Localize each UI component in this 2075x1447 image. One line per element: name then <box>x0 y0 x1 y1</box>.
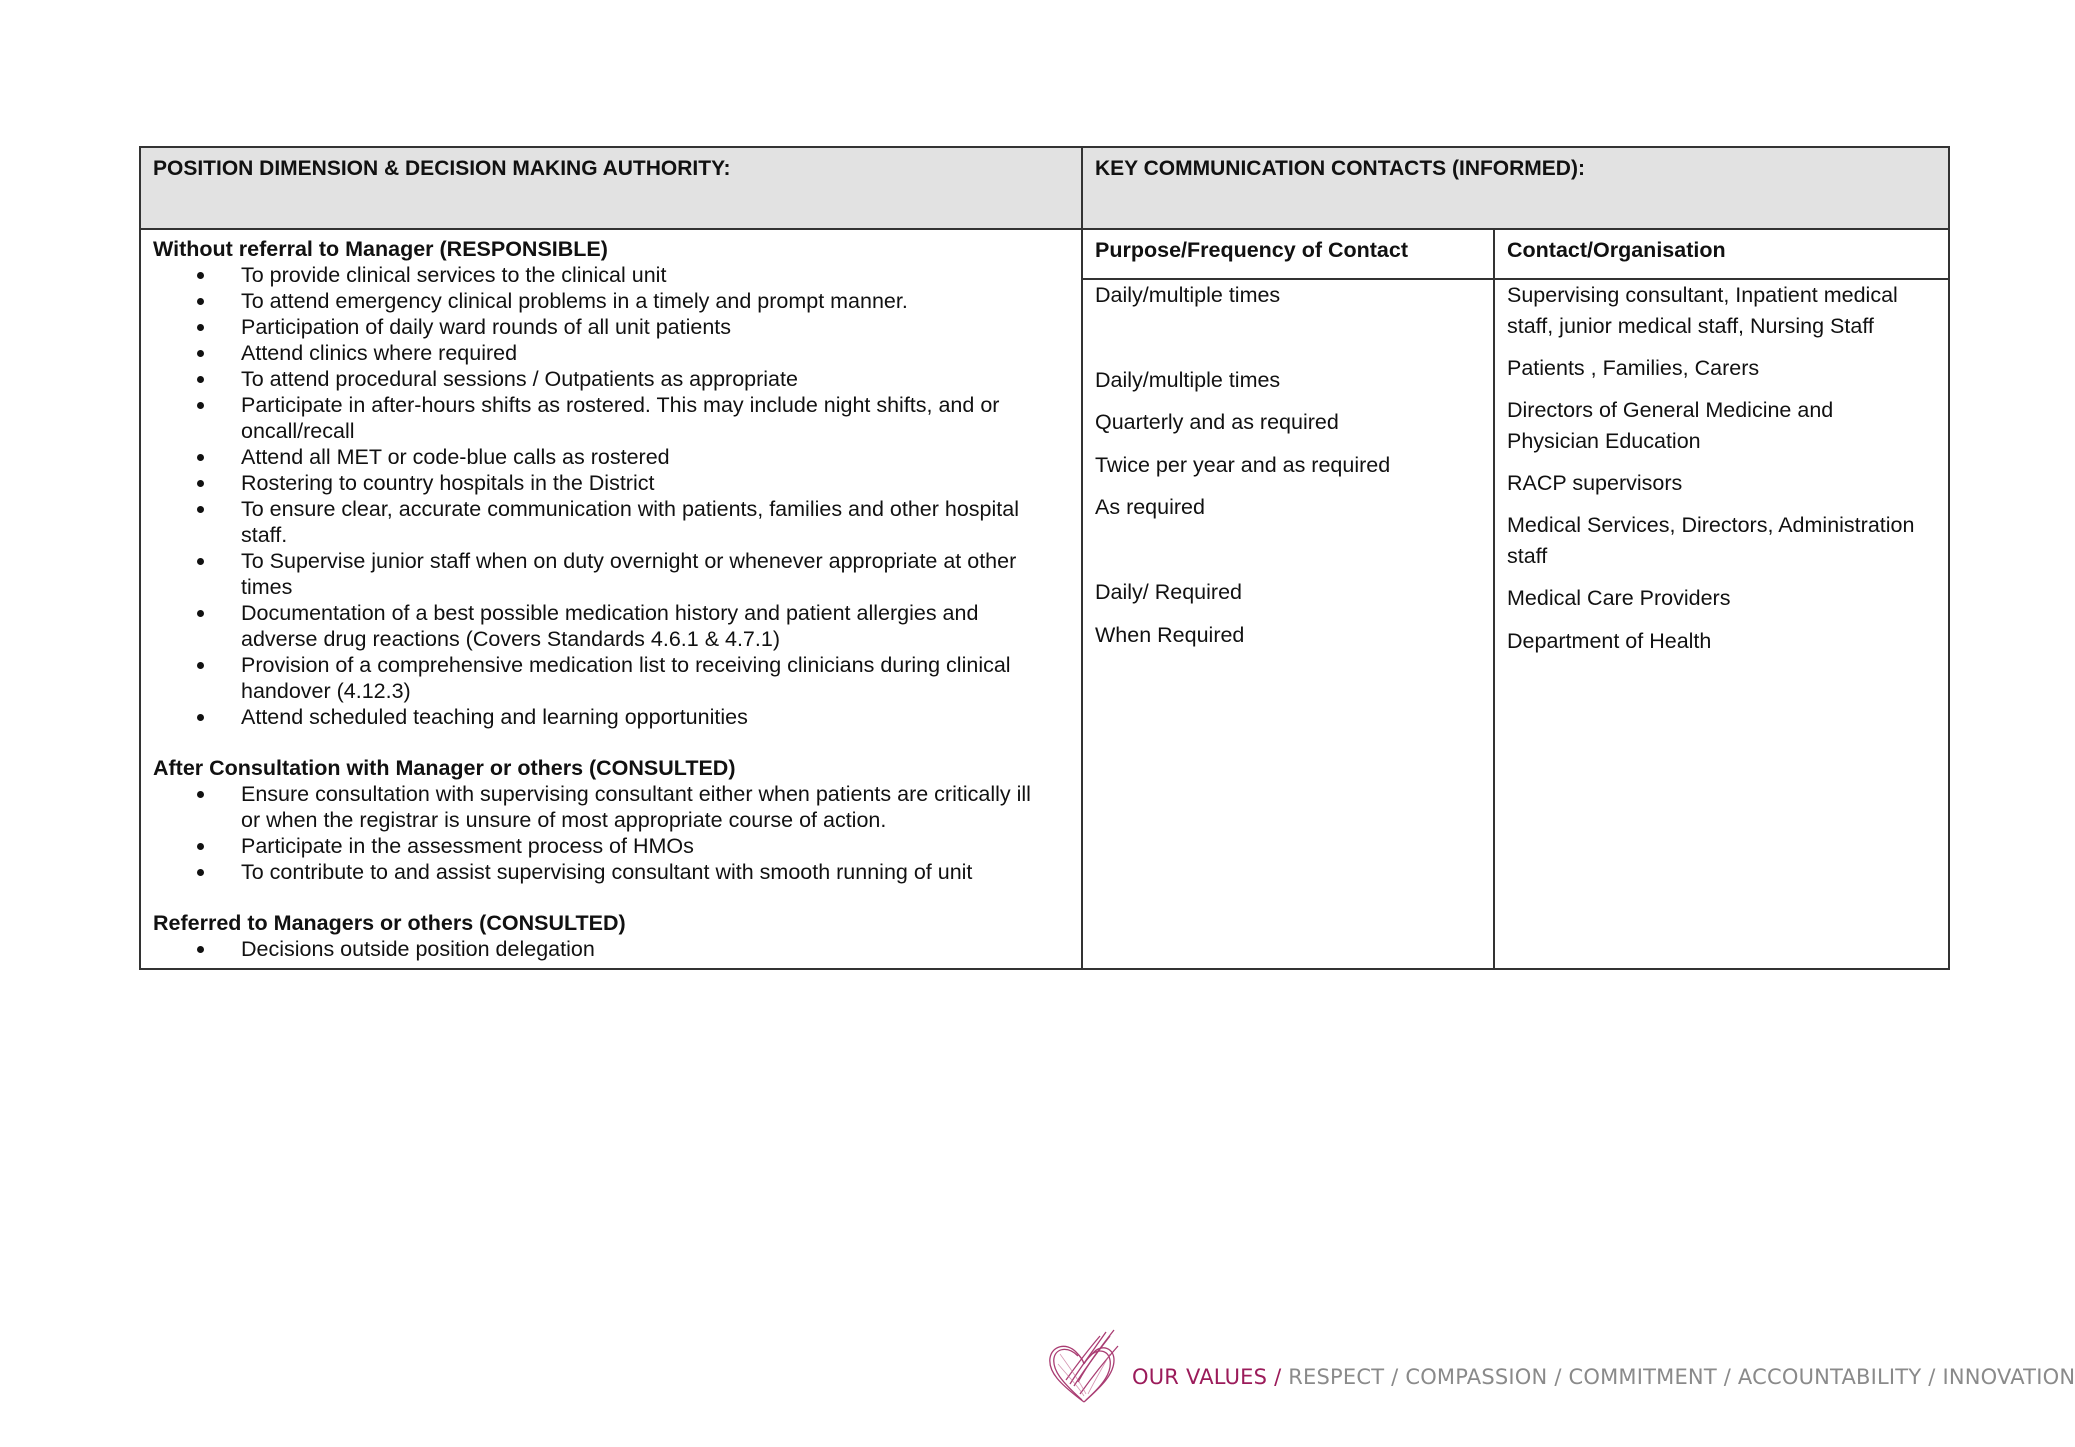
header-position-dimension-text: POSITION DIMENSION & DECISION MAKING AUTHORITY: <box>153 157 731 180</box>
bullet-dot-icon <box>197 610 204 617</box>
frequency-item: Daily/multiple times <box>1095 368 1281 392</box>
contact-item: Medical Care Providers <box>1507 586 1731 610</box>
frequency-item: Daily/ Required <box>1095 580 1242 604</box>
contact-organisation-header <box>1495 230 1948 278</box>
frequency-item: Quarterly and as required <box>1095 410 1339 434</box>
values-separator: / <box>1554 1365 1562 1389</box>
bullet-item: To Supervise junior staff when on duty overnight or whenever appropriate at other times <box>153 548 1073 600</box>
purpose-frequency-header <box>1083 230 1493 278</box>
value-respect: RESPECT <box>1288 1365 1385 1389</box>
bullet-dot-icon <box>197 350 204 357</box>
frequency-item: Twice per year and as required <box>1095 453 1391 477</box>
contact-item: Patients , Families, Carers <box>1507 356 1760 380</box>
value-commitment: COMMITMENT <box>1568 1365 1717 1389</box>
bullet-item: To ensure clear, accurate communication with patients, families and other hospital staff. <box>153 496 1073 548</box>
header-key-communication-text: KEY COMMUNICATION CONTACTS (INFORMED): <box>1095 157 1585 180</box>
bullet-dot-icon <box>197 506 204 513</box>
bullet-dot-icon <box>197 662 204 669</box>
frequency-item: Daily/multiple times <box>1095 283 1281 307</box>
contact-organisation-header-text: Contact/Organisation <box>1507 238 1726 262</box>
purpose-frequency-header-text: Purpose/Frequency of Contact <box>1095 238 1408 262</box>
bullet-dot-icon <box>197 402 204 409</box>
bullet-item: To contribute to and assist supervising consultant with smooth running of unit <box>153 859 1073 885</box>
decision-authority-cell <box>153 236 1073 962</box>
bullet-dot-icon <box>197 272 204 279</box>
bullet-dot-icon <box>197 714 204 721</box>
contact-item: RACP supervisors <box>1507 471 1683 495</box>
bullet-item: To attend emergency clinical problems in a timely and prompt manner. <box>153 288 1073 314</box>
bullet-dot-icon <box>197 843 204 850</box>
consulted-referred-list <box>153 936 1073 962</box>
frequency-column <box>1083 280 1493 968</box>
contact-item: Medical Services, Directors, Administration staff <box>1507 513 1915 568</box>
frequency-item: When Required <box>1095 623 1245 647</box>
our-values-banner <box>1040 1320 2075 1420</box>
bullet-item: Provision of a comprehensive medication list to receiving clinicians during clinical handover (4.12.3) <box>153 652 1073 704</box>
consulted-referred-heading: Referred to Managers or others (CONSULTED) <box>153 911 626 935</box>
bullet-dot-icon <box>197 454 204 461</box>
bullet-item: Participation of daily ward rounds of all unit patients <box>153 314 1073 340</box>
heart-logo-icon <box>1040 1324 1128 1416</box>
bullet-dot-icon <box>197 298 204 305</box>
bullet-item: Participate in after-hours shifts as rostered. This may include night shifts, and or oncall/recall <box>153 392 1073 444</box>
values-separator: / <box>1928 1365 1936 1389</box>
our-values-label: OUR VALUES <box>1132 1365 1268 1389</box>
consulted-after-heading: After Consultation with Manager or others (CONSULTED) <box>153 756 736 780</box>
responsible-heading: Without referral to Manager (RESPONSIBLE) <box>153 237 608 261</box>
bullet-item: To attend procedural sessions / Outpatients as appropriate <box>153 366 1073 392</box>
bullet-dot-icon <box>197 558 204 565</box>
bullet-item: Ensure consultation with supervising consultant either when patients are critically ill or when the registrar is unsure of most appropriate course of action. <box>153 781 1073 833</box>
bullet-dot-icon <box>197 869 204 876</box>
header-key-communication <box>1083 148 1948 228</box>
bullet-dot-icon <box>197 791 204 798</box>
responsible-list <box>153 262 1073 730</box>
bullet-dot-icon <box>197 946 204 953</box>
bullet-item: Attend all MET or code-blue calls as rostered <box>153 444 1073 470</box>
consulted-after-list <box>153 781 1073 885</box>
value-innovation: INNOVATION <box>1942 1365 2075 1389</box>
contact-item: Directors of General Medicine and Physician Education <box>1507 398 1834 453</box>
bullet-item: Decisions outside position delegation <box>153 936 1073 962</box>
bullet-dot-icon <box>197 480 204 487</box>
value-accountability: ACCOUNTABILITY <box>1737 1365 1922 1389</box>
bullet-item: Attend scheduled teaching and learning opportunities <box>153 704 1073 730</box>
frequency-item: As required <box>1095 495 1205 519</box>
value-compassion: COMPASSION <box>1405 1365 1548 1389</box>
contact-column <box>1495 280 1948 968</box>
values-separator: / <box>1723 1365 1732 1389</box>
bullet-item: Attend clinics where required <box>153 340 1073 366</box>
bullet-dot-icon <box>197 376 204 383</box>
our-values-text <box>1132 1365 2075 1389</box>
bullet-item: Documentation of a best possible medication history and patient allergies and adverse drug reactions (Covers Standards 4.6.1 & 4.7.1) <box>153 600 1073 652</box>
header-position-dimension <box>141 148 1081 228</box>
bullet-item: Rostering to country hospitals in the District <box>153 470 1073 496</box>
bullet-dot-icon <box>197 324 204 331</box>
values-separator: / <box>1274 1365 1282 1389</box>
bullet-item: To provide clinical services to the clinical unit <box>153 262 1073 288</box>
bullet-item: Participate in the assessment process of HMOs <box>153 833 1073 859</box>
values-separator: / <box>1391 1365 1399 1389</box>
contact-item: Department of Health <box>1507 629 1712 653</box>
position-table <box>139 146 1950 970</box>
contact-item: Supervising consultant, Inpatient medical staff, junior medical staff, Nursing Staff <box>1507 283 1898 338</box>
